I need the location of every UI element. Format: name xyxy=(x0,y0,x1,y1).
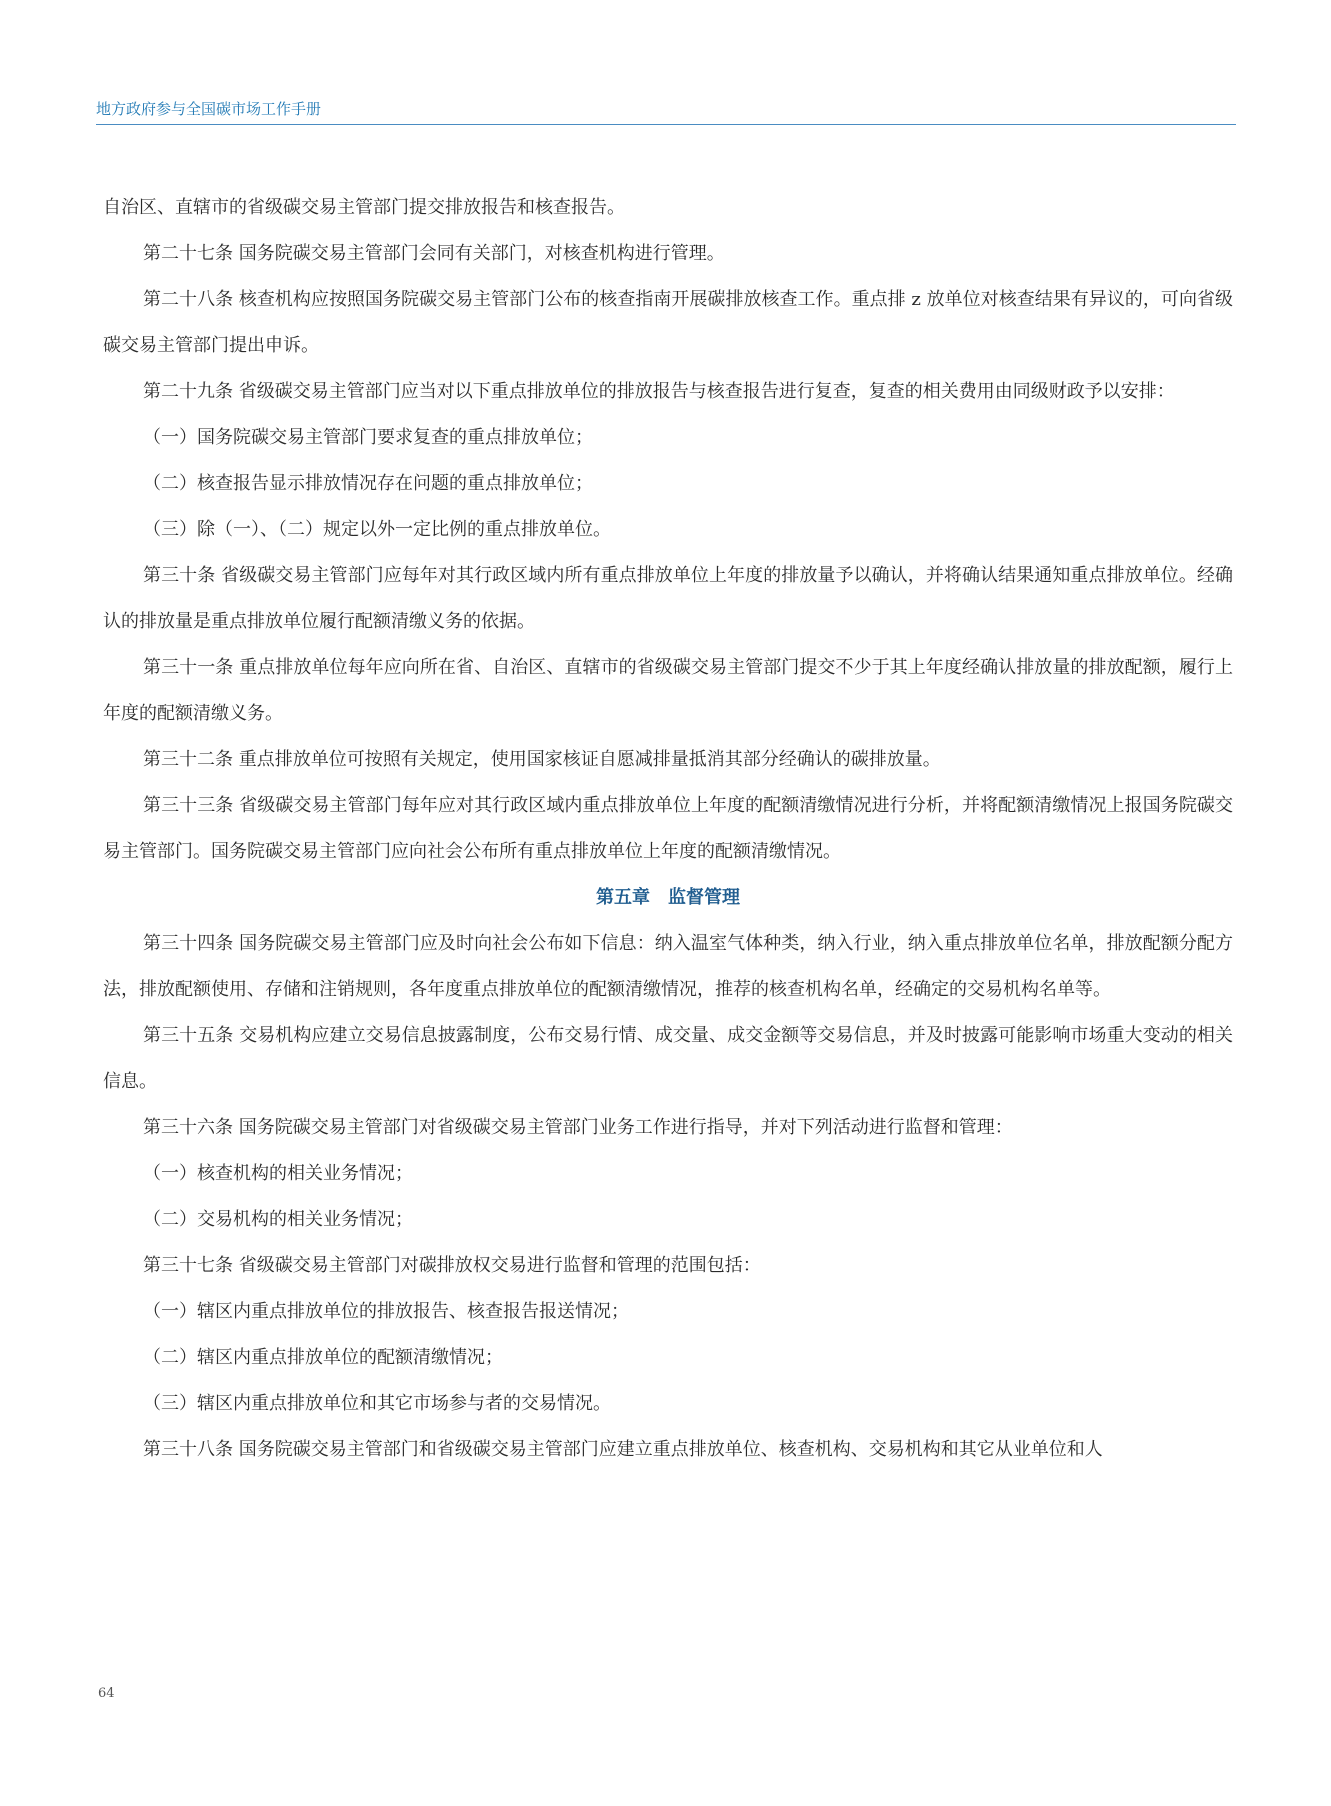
article-38: 第三十八条 国务院碳交易主管部门和省级碳交易主管部门应建立重点排放单位、核查机构、交易机构和其它从业单位和人 xyxy=(143,1439,1103,1460)
page-number: 64 xyxy=(98,1686,115,1701)
article-36: 第三十六条 国务院碳交易主管部门对省级碳交易主管部门业务工作进行指导，并对下列活动进行监督和管理： xyxy=(143,1117,1013,1138)
article-37-item-3: （三）辖区内重点排放单位和其它市场参与者的交易情况。 xyxy=(143,1393,611,1414)
article-29-item-3: （三）除（一）、（二）规定以外一定比例的重点排放单位。 xyxy=(143,519,611,540)
article-35: 第三十五条 交易机构应建立交易信息披露制度，公布交易行情、成交量、成交金额等交易信息，并及时披露可能影响市场重大变动的相关信息。 xyxy=(103,1025,1233,1092)
article-27: 第二十七条 国务院碳交易主管部门会同有关部门，对核查机构进行管理。 xyxy=(143,243,725,264)
document-body xyxy=(103,185,1233,1473)
running-header-title: 地方政府参与全国碳市场工作手册 xyxy=(96,100,322,118)
article-29-item-2: （二）核查报告显示排放情况存在问题的重点排放单位； xyxy=(143,473,593,494)
article-30: 第三十条 省级碳交易主管部门应每年对其行政区域内所有重点排放单位上年度的排放量予以确认，并将确认结果通知重点排放单位。经确认的排放量是重点排放单位履行配额清缴义务的依据。 xyxy=(103,565,1233,632)
chapter-heading: 第五章 监督管理 xyxy=(596,887,740,908)
article-33: 第三十三条 省级碳交易主管部门每年应对其行政区域内重点排放单位上年度的配额清缴情况进行分析，并将配额清缴情况上报国务院碳交易主管部门。国务院碳交易主管部门应向社会公布所有重点排放单位上年度的配额清缴情况。 xyxy=(103,795,1233,862)
article-37: 第三十七条 省级碳交易主管部门对碳排放权交易进行监督和管理的范围包括： xyxy=(143,1255,761,1276)
header-divider xyxy=(96,124,1236,125)
article-32: 第三十二条 重点排放单位可按照有关规定，使用国家核证自愿减排量抵消其部分经确认的碳排放量。 xyxy=(143,749,941,770)
article-31: 第三十一条 重点排放单位每年应向所在省、自治区、直辖市的省级碳交易主管部门提交不少于其上年度经确认排放量的排放配额，履行上年度的配额清缴义务。 xyxy=(103,657,1233,724)
article-36-item-2: （二）交易机构的相关业务情况； xyxy=(143,1209,413,1230)
article-29: 第二十九条 省级碳交易主管部门应当对以下重点排放单位的排放报告与核查报告进行复查，复查的相关费用由同级财政予以安排： xyxy=(143,381,1175,402)
article-37-item-1: （一）辖区内重点排放单位的排放报告、核查报告报送情况； xyxy=(143,1301,629,1322)
article-34: 第三十四条 国务院碳交易主管部门应及时向社会公布如下信息：纳入温室气体种类，纳入行业，纳入重点排放单位名单，排放配额分配方法，排放配额使用、存储和注销规则，各年度重点排放单位的配额清缴情况，推荐的核查机构名单，经确定的交易机构名单等。 xyxy=(103,933,1233,1000)
paragraph-1: 自治区、直辖市的省级碳交易主管部门提交排放报告和核查报告。 xyxy=(103,197,625,218)
article-29-item-1: （一）国务院碳交易主管部门要求复查的重点排放单位； xyxy=(143,427,593,448)
article-28: 第二十八条 核查机构应按照国务院碳交易主管部门公布的核查指南开展碳排放核查工作。重点排 z 放单位对核查结果有异议的，可向省级碳交易主管部门提出申诉。 xyxy=(103,289,1233,356)
article-37-item-2: （二）辖区内重点排放单位的配额清缴情况； xyxy=(143,1347,503,1368)
article-36-item-1: （一）核查机构的相关业务情况； xyxy=(143,1163,413,1184)
